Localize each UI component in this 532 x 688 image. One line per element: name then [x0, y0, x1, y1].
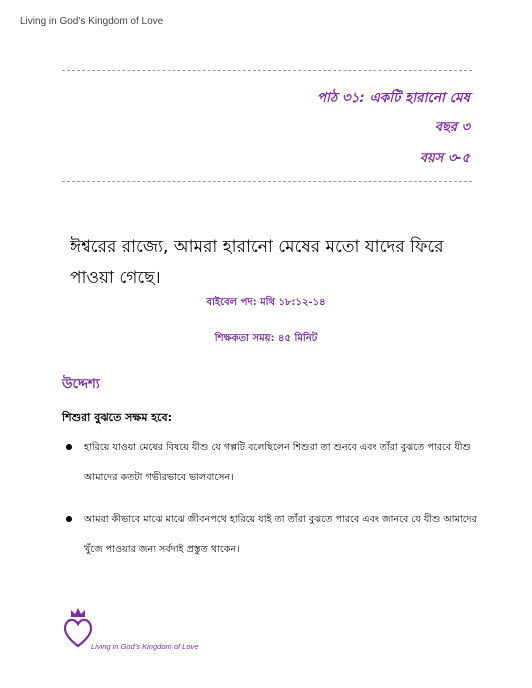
lesson-year: বছর ৩ — [434, 120, 470, 135]
teaching-time: শিক্ষকতা সময়: ৪৫ মিনিট — [214, 333, 318, 344]
bullet-icon — [66, 444, 72, 450]
list-item — [62, 433, 482, 493]
bible-verse: বাইবেল পদ: মথি ১৮:১২-১৪ — [206, 297, 326, 308]
lesson-age: বয়স ৩-৫ — [419, 151, 470, 166]
list-item-text: হারিয়ে যাওয়া মেষের বিষয়ে যীশু যে গল্পটি বলেছিলেন শিশুরা তা শুনবে এবং তাঁরা বুঝতে পারবে যীশু আমাদের কতটা গভীরভাবে ভালবাসেন। — [84, 442, 471, 483]
footer-text: Living in God’s Kingdom of Love — [91, 642, 199, 651]
top-divider — [62, 70, 472, 71]
main-title: ঈশ্বরের রাজ্যে, আমরা হারানো মেষের মতো যাদের ফিরে পাওয়া গেছে। — [70, 237, 444, 288]
objective-heading: উদ্দেশ্য — [62, 376, 100, 392]
bottom-divider — [62, 181, 472, 182]
objective-subheading: শিশুরা বুঝতে সক্ষম হবে: — [62, 411, 172, 424]
objective-list — [62, 433, 482, 577]
crown-heart-logo-icon — [62, 606, 94, 650]
bullet-icon — [66, 516, 72, 522]
page-header: Living in God’s Kingdom of Love — [20, 16, 164, 27]
list-item — [62, 505, 482, 565]
lesson-title: পাঠ ৩১: একটি হারানো মেষ — [316, 90, 470, 106]
list-item-text: আমরা কীভাবে মাঝে মাঝে জীবনপথে হারিয়ে যাই তা তাঁরা বুঝতে পারবে এবং জানবে যে যীশু আমাদের খুঁজে পাওয়ার জন্য সর্বদাই প্রস্তুত থাকেন। — [84, 514, 477, 555]
